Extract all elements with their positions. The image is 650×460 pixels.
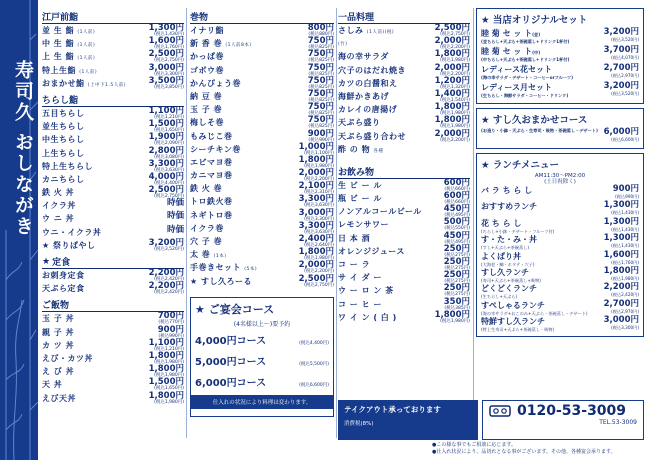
lunch-item: 花 ち ら し (ちらし+小鉢・デザート・フルーツ付) 1,300円 (税込1,430円) <box>481 216 639 234</box>
section-heading-edomae: 江戸前鮨 <box>42 10 184 24</box>
menu-item: 並 生 鮨 (1人前) 1,300円 (税込1,430円) <box>42 23 184 37</box>
menu-item: かっぱ巻 750円 (税込825円) <box>190 49 334 64</box>
banquet-course-box <box>190 297 334 417</box>
menu-item: カニマヨ巻 2,000円 (税込2,200円) <box>190 168 334 183</box>
gohan-list <box>42 313 184 405</box>
omakase-course-box: ★ すし久おまかせコース (お造り・小鉢・天ぷら・生寿司・吸物・茶碗蒸し・デザート) 6,000円 (税込6,600円) <box>476 108 644 149</box>
column-divider <box>186 8 187 438</box>
menu-item: コ ー ヒ ー 350円 (税込385円) <box>338 296 470 311</box>
phone-box <box>482 400 644 440</box>
set-item: 睦 菊 セ ッ ト(中) (中ちらし+天ぷら+茶碗蒸し+ドリンク1杯付) 3,700円 (税込4,070円) <box>481 45 639 62</box>
menu-item: 穴子のはだれ焼き 2,000円 (税込2,200円) <box>338 62 470 77</box>
banquet-subtitle: (4名様以上〜)要予約 <box>233 320 291 328</box>
menu-item: 親 子 丼 900円 (税込990円) <box>42 324 184 339</box>
menu-item: イナリ鮨 800円 (税込880円) <box>190 23 334 37</box>
menu-item: おまかせ鮨 (上中下1.5人前) 3,500円 (税込3,850円) <box>42 75 184 90</box>
set-item: 睦 菊 セ ッ ト(並) (並ちらし+天ぷら+茶碗蒸し+ドリンク1杯付) 3,200円 (税込3,520円) <box>481 27 639 44</box>
lunch-item: おすすめランチ 1,300円 (税込1,430円) <box>481 200 639 216</box>
menu-item: 特上生ちらし 3,300円 (税込3,630円) <box>42 158 184 173</box>
makimono-list <box>190 25 334 276</box>
menu-item: 上生ちらし 2,800円 (税込3,080円) <box>42 145 184 160</box>
ippin-list <box>338 25 470 157</box>
set-item: レディース花セット (海の幸サラダ・デザート・コーヒーorフルーツ) 2,700円 (税込2,970円) <box>481 63 639 80</box>
section-heading-gohan: ご飯物 <box>42 298 184 312</box>
menu-item: ノンアルコールビール 450円 (税込495円) <box>338 204 470 219</box>
original-set-list <box>481 28 639 98</box>
menu-item: 穴 子 巻 2,400円 (税込2,640円) <box>190 234 334 248</box>
menu-item: ゴボウ巻 750円 (税込825円) <box>190 62 334 77</box>
menu-item: ウニ・イクラ丼 時価 <box>42 224 184 237</box>
menu-item: え び 丼 1,800円 (税込1,980円) <box>42 364 184 379</box>
menu-item: 海の幸サラダ 1,800円 (税込1,980円) <box>338 49 470 64</box>
banquet-course: 6,000円コース (税込6,600円) <box>195 377 329 389</box>
menu-item: イクラ巻 3,300円 (税込3,630円) <box>190 220 334 235</box>
section-heading-drinks: お飲み物 <box>338 165 470 179</box>
menu-item: カツの白醤和え 1,200円 (税込1,320円) <box>338 75 470 90</box>
lunch-item: 特鮮すし久ランチ (特上生寿司+天ぷら+茶碗蒸し・吸物) 3,000円 (税込3,300円) <box>481 315 639 333</box>
menu-item: 日 本 酒 450円 (税込495円) <box>338 230 470 245</box>
menu-item: 天ぷら定食 2,200円 (税込2,420円) <box>42 281 184 296</box>
menu-item: 納 豆 巻 750円 (税込825円) <box>190 88 334 103</box>
section-heading-ippin: 一品料理 <box>338 10 470 24</box>
section-heading-teishoku: ★ 定食 <box>42 255 184 269</box>
menu-item: ウ ー ロ ン 茶 250円 (税込275円) <box>338 283 470 298</box>
menu-item: カニちらし 4,000円 (税込4,400円) <box>42 171 184 186</box>
menu-item: 玉 子 巻 750円 (税込825円) <box>190 102 334 117</box>
section-heading-makimono: 巻物 <box>190 10 334 24</box>
menu-item: 中 生 鮨 (1人前) 1,600円 (税込1,760円) <box>42 36 184 51</box>
menu-item: エビマヨ巻 1,800円 (税込1,980円) <box>190 154 334 169</box>
banquet-course: 5,000円コース (税込5,500円) <box>195 356 329 368</box>
chirashi-list <box>42 105 184 240</box>
menu-item: ウ ニ 丼 時価 <box>42 211 184 224</box>
menu-item: お刺身定食 2,200円 (税込2,420円) <box>42 268 184 282</box>
menu-item: ワ イ ン ( 白 ) 1,800円 (税込1,980円) <box>338 309 470 324</box>
menu-item: 上 生 鮨 (1人前) 2,500円 (税込2,750円) <box>42 49 184 64</box>
original-set-box <box>476 8 644 104</box>
menu-item: 生 ビ ー ル 600円 (税込660円) <box>338 177 470 192</box>
takeout-banner: テイクアウト承っております 消費税(8%) <box>338 400 478 440</box>
phone-icon <box>489 405 511 417</box>
menu-item: 玉 子 丼 700円 (税込770円) <box>42 311 184 326</box>
menu-item: (竹) 2,000円 (税込2,200円) <box>338 36 470 51</box>
lunch-title: ★ ランチメニュー <box>481 160 559 171</box>
lunch-item: よくばり丼 (大海老・鯛・ホタテ・穴子) 1,600円 (税込1,760円) <box>481 249 639 267</box>
menu-item: かんぴょう巻 750円 (税込825円) <box>190 75 334 90</box>
footnotes: ●この様な事でもご相談に応じます。 ●仕入れ状況により、品切れとなる事がございます。その他、各種宴会承ります。 <box>432 442 616 455</box>
menu-item: イクラ丼 時価 <box>42 198 184 211</box>
menu-item: 特上生鮨 (1人前) 3,000円 (税込3,300円) <box>42 62 184 77</box>
menu-item: オレンジジュース 250円 (税込275円) <box>338 243 470 258</box>
lunch-item: どくどくランチ (生ちらし+天ぷら) 2,200円 (税込2,420円) <box>481 282 639 300</box>
free-dial-number[interactable]: 0120-53-3009 <box>517 403 627 419</box>
menu-item: 梅しそ巻 750円 (税込825円) <box>190 115 334 130</box>
column-1 <box>42 8 184 406</box>
lunch-item: バ ラ ち ら し 900円 (税込990円) <box>481 184 639 199</box>
menu-item: シーチキン巻 1,000円 (税込1,100円) <box>190 141 334 156</box>
lunch-item: すぺしゃるランチ (海の幸サラダ+おこのみ+天ぷら・茶碗蒸し・デザート) 2,700円 (税込2,970円) <box>481 298 639 316</box>
teishoku-list <box>42 270 184 296</box>
menu-item: 鉄 火 巻 2,100円 (税込2,310円) <box>190 181 334 196</box>
menu-item: 瓶 ビ ー ル 600円 (税込660円) <box>338 191 470 206</box>
omakase-title: ★ すし久おまかせコース <box>481 115 588 126</box>
drinks-list <box>338 177 470 325</box>
banquet-course: 4,000円コース (税込4,400円) <box>195 335 329 347</box>
restaurant-title: 寿司久 おしながき <box>12 60 34 237</box>
menu-item: 並生ちらし 1,500円 (税込1,650円) <box>42 119 184 134</box>
lunch-hours-note: (土日祝除く) <box>544 179 576 185</box>
menu-item: カ ツ 丼 1,100円 (税込1,210円) <box>42 337 184 352</box>
banquet-note: 仕入れの状況により料理は変わります。 <box>191 395 333 409</box>
menu-item: 海鮮かきあげ 1,400円 (税込1,540円) <box>338 88 470 103</box>
lunch-menu-box <box>476 153 644 337</box>
menu-item: 手巻きセット (5本) 2,000円 (税込2,200円) <box>190 260 334 275</box>
lunch-list <box>481 185 639 333</box>
menu-item: 五目ちらし 1,100円 (税込1,210円) <box>42 105 184 120</box>
menu-item: 鉄 火 丼 2,500円 (税込2,750円) <box>42 185 184 200</box>
menu-item: 天ぷら盛り合わせ 2,000円 (税込2,200円) <box>338 128 470 143</box>
menu-item-matsuribayashi: ★ 祭りばやし 3,200円 (税込3,520円) <box>42 237 184 252</box>
lunch-hours: AM11:30〜PM2:00 <box>534 173 586 179</box>
menu-item: 酢 の 物 各種 <box>338 144 384 154</box>
menu-item: トロ鉄火巻 3,300円 (税込3,630円) <box>190 194 334 209</box>
menu-item: えび・カツ丼 1,800円 (税込1,980円) <box>42 350 184 365</box>
menu-item: 天ぷら盛り 1,800円 (税込1,980円) <box>338 115 470 130</box>
column-2 <box>190 8 334 417</box>
menu-item: 天 丼 1,500円 (税込1,650円) <box>42 377 184 392</box>
menu-item: カレイの唐揚げ 1,800円 (税込1,980円) <box>338 102 470 117</box>
column-3 <box>338 8 470 325</box>
banquet-title: ★ ご宴会コース <box>195 302 275 316</box>
menu-item: レモンサワー 500円 (税込550円) <box>338 217 470 232</box>
menu-item: コ ー ラ 250円 (税込275円) <box>338 257 470 271</box>
edomae-list <box>42 25 184 91</box>
column-divider <box>473 8 474 438</box>
column-4 <box>476 8 644 341</box>
menu-item: さしみ (1人前)(税) 2,500円 (税込2,750円) <box>338 23 470 37</box>
lunch-item: す・た・み・丼 (すし+天ぷら+茶碗蒸し) 1,300円 (税込1,430円) <box>481 233 639 251</box>
lunch-item: すし久ランチ (寿司+天ぷら+茶碗蒸し+吸物) 1,800円 (税込1,980円) <box>481 265 639 283</box>
menu-item: えび天丼 1,800円 (税込1,980円) <box>42 390 184 405</box>
menu-item: 新 香 巻 (1人前8本) 750円 (税込825円) <box>190 36 334 51</box>
menu-item: 中生ちらし 1,900円 (税込2,090円) <box>42 132 184 147</box>
set-item: レディース月セット (生ちらし・海鮮サラダ・コーヒー・ドリンク) 3,200円 (税込3,520円) <box>481 81 639 98</box>
section-heading-chirashi: ちらし鮨 <box>42 93 184 107</box>
original-set-title: ★ 当店オリジナルセット <box>481 15 588 26</box>
tel-number[interactable]: TEL.53-3009 <box>599 419 637 426</box>
menu-item: ネギトロ巻 3,000円 (税込3,300円) <box>190 207 334 222</box>
menu-item: 太 巻 (1本) 1,800円 (税込1,980円) <box>190 247 334 262</box>
menu-item-sushikyu-roll: ★ すし久ろーる 2,500円 (税込2,750円) <box>190 273 334 288</box>
banquet-course-list <box>195 332 329 389</box>
column-divider <box>336 8 337 438</box>
left-banner <box>0 0 38 460</box>
menu-item: サ イ ダ ー 250円 (税込275円) <box>338 270 470 285</box>
menu-item: もみじこ巻 900円 (税込990円) <box>190 128 334 143</box>
